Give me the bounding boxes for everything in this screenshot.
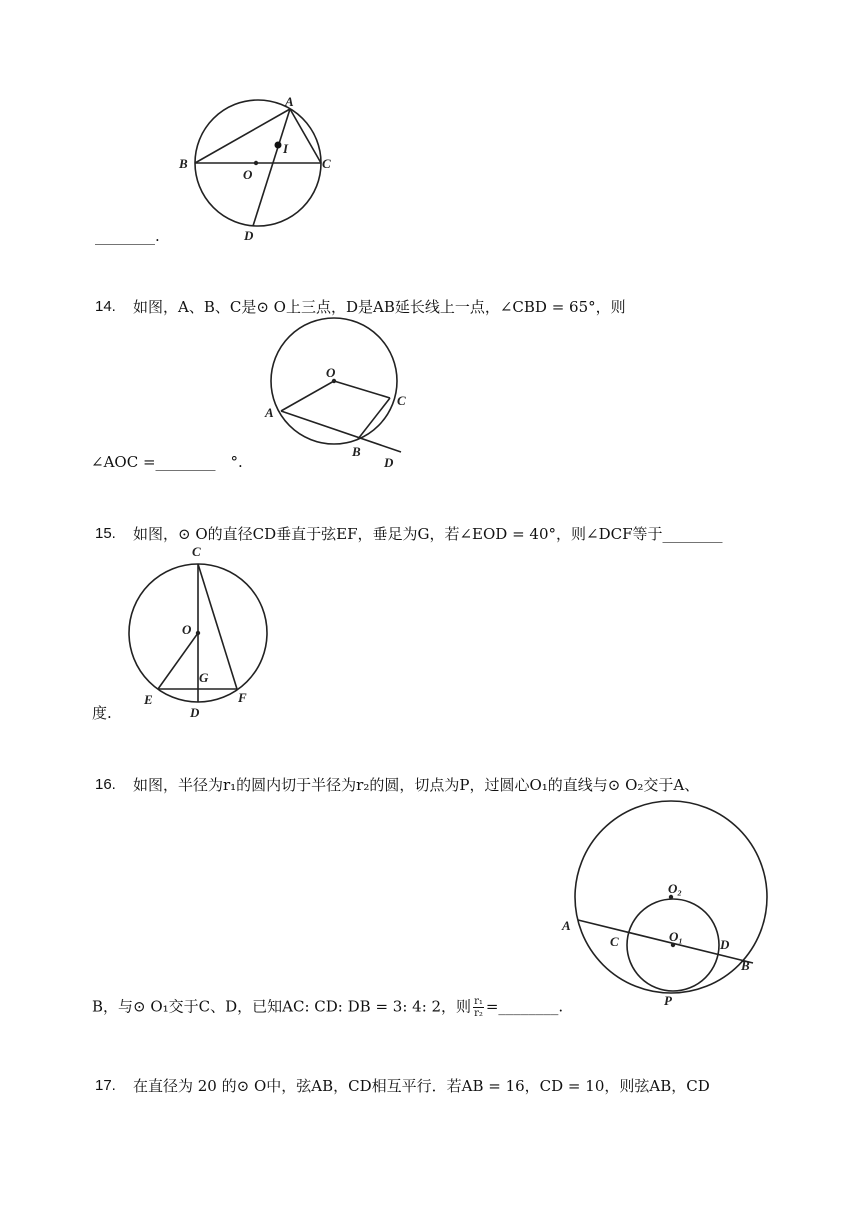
- q13-label-B: B: [179, 156, 188, 171]
- q17-stem-line1: 在直径为 20 的⊙ O中，弦AB，CD相互平行．若AB = 16，CD = 10，则弦AB，CD: [133, 1077, 710, 1095]
- q15-label-E: E: [144, 692, 153, 707]
- q16-number: 16.: [95, 776, 116, 793]
- q14-label-B: B: [352, 444, 361, 459]
- q13-label-D: D: [244, 228, 254, 243]
- q15-figure: [120, 542, 280, 724]
- q13-label-A: A: [285, 94, 294, 109]
- q16-label-P: P: [664, 993, 672, 1008]
- q13-answer-tail: ________.: [95, 227, 160, 245]
- q14-stem-line2: ∠AOC =________ °.: [91, 453, 243, 471]
- q13-label-I: I: [283, 141, 289, 156]
- q15-number: 15.: [95, 525, 116, 542]
- q15-label-D: D: [190, 705, 200, 720]
- q15-label-O: O: [182, 622, 192, 637]
- q13-label-C: C: [322, 156, 331, 171]
- q14-number: 14.: [95, 298, 116, 315]
- q14-stem-line1: 如图，A、B、C是⊙ O上三点，D是AB延长线上一点，∠CBD = 65°，则: [133, 298, 626, 316]
- q16-stem-line2: [92, 996, 563, 1019]
- q13-point-O: [254, 161, 258, 165]
- q16-label-D: D: [720, 937, 730, 952]
- q16-frac-denominator: r₂: [474, 1008, 483, 1019]
- q15-radius-OE: [158, 633, 198, 689]
- q14-label-C: C: [397, 393, 406, 408]
- q16-figure: [556, 790, 776, 1012]
- q16-stem-line1: 如图，半径为r₁的圆内切于半径为r₂的圆，切点为P，过圆心O₁的直线与⊙ O₂交于A、: [133, 776, 700, 794]
- q16-label-B: B: [741, 958, 750, 973]
- q14-label-A: A: [265, 405, 274, 420]
- q16-frac-numerator: r₁: [474, 996, 483, 1007]
- q13-chord-AC: [290, 109, 321, 163]
- q16-label-A: A: [562, 918, 571, 933]
- q15-label-F: F: [238, 690, 247, 705]
- q14-line-AD: [281, 411, 401, 452]
- q15-stem-line1: 如图，⊙ O的直径CD垂直于弦EF，垂足为G，若∠EOD = 40°，则∠DCF等于________: [133, 525, 723, 543]
- q14-radius-OA: [281, 381, 334, 411]
- q15-label-C: C: [192, 544, 201, 559]
- q16-label-O2: O₂: [668, 881, 682, 896]
- q14-label-D: D: [384, 455, 394, 470]
- q15-label-G: G: [199, 670, 209, 685]
- q14-label-O: O: [326, 365, 336, 380]
- q16-line2-post: =________.: [485, 997, 564, 1016]
- q17-number: 17.: [95, 1077, 116, 1094]
- q14-radius-OC: [334, 381, 390, 398]
- q16-line2-pre: B，与⊙ O₁交于C、D，已知AC: CD: DB = 3: 4: 2，则: [92, 997, 472, 1016]
- q13-label-O: O: [243, 167, 253, 182]
- q16-label-O1: O₁: [669, 929, 683, 944]
- q13-figure: [170, 90, 350, 250]
- q15-stem-line2: 度.: [92, 704, 112, 722]
- q15-point-O: [196, 631, 200, 635]
- q16-label-C: C: [610, 934, 619, 949]
- q16-ratio-fraction: [473, 996, 484, 1019]
- q14-figure: [260, 316, 420, 474]
- q13-point-I: [275, 142, 282, 149]
